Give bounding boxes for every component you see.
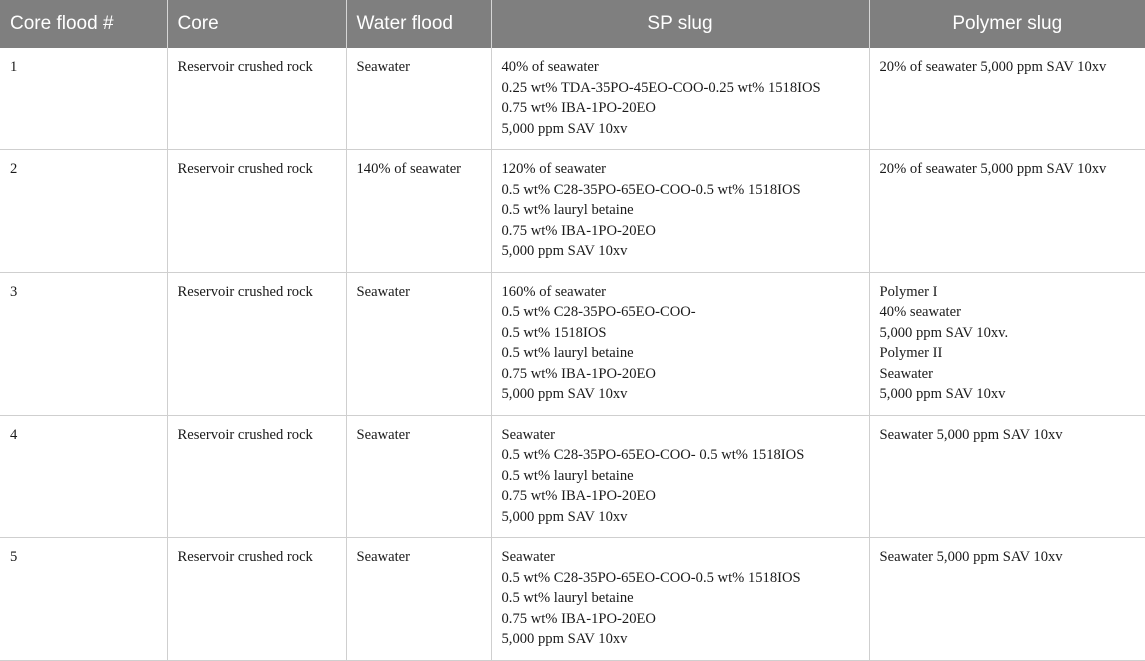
polymer-slug-line: 5,000 ppm SAV 10xv [879,386,1006,402]
polymer-slug-line: 40% seawater [879,304,961,320]
sp-slug-line: 0.5 wt% C28-35PO-65EO-COO-0.5 wt% 1518IOS [501,569,801,586]
table-header-row [0,0,1145,48]
cell-sp-slug [491,150,869,273]
sp-slug-line: 160% of seawater [501,283,607,300]
cell-core: Reservoir crushed rock [167,538,346,661]
cell-core: Reservoir crushed rock [167,415,346,538]
polymer-slug-line: Seawater 5,000 ppm SAV 10xv [879,426,1063,443]
sp-slug-line: 0.5 wt% 1518IOS [501,324,607,341]
polymer-slug-line: 5,000 ppm SAV 10xv. [879,324,1009,341]
cell-core-flood: 4 [0,415,167,538]
cell-core-flood: 5 [0,538,167,661]
table-row [0,415,1145,538]
header-core-flood: Core flood # [0,0,167,48]
cell-core-flood: 1 [0,48,167,150]
sp-slug-line: 0.5 wt% C28-35PO-65EO-COO- [501,304,696,320]
polymer-slug-line: 20% of seawater 5,000 ppm SAV 10xv [879,59,1107,75]
sp-slug-line: 0.75 wt% IBA-1PO-20EO [501,100,656,116]
polymer-slug-line: Seawater [879,365,933,382]
cell-water-flood: Seawater [346,538,491,661]
cell-sp-slug [491,415,869,538]
cell-core-flood: 3 [0,272,167,415]
cell-polymer-slug [869,272,1145,415]
sp-slug-line: 40% of seawater [501,59,599,75]
sp-slug-line: 0.5 wt% C28-35PO-65EO-COO- 0.5 wt% 1518IOS [501,447,805,463]
sp-slug-line: 0.75 wt% IBA-1PO-20EO [501,488,656,504]
sp-slug-line: 0.25 wt% TDA-35PO-45EO-COO-0.25 wt% 1518IOS [501,79,821,96]
cell-sp-slug [491,48,869,150]
sp-slug-line: 0.75 wt% IBA-1PO-20EO [501,222,656,239]
cell-core: Reservoir crushed rock [167,150,346,273]
sp-slug-line: 0.75 wt% IBA-1PO-20EO [501,365,656,382]
header-sp-slug: SP slug [491,0,869,48]
cell-water-flood: Seawater [346,415,491,538]
sp-slug-line: 0.5 wt% lauryl betaine [501,202,634,218]
sp-slug-line: Seawater [501,549,555,565]
cell-core: Reservoir crushed rock [167,48,346,150]
sp-slug-line: 0.5 wt% lauryl betaine [501,590,634,606]
cell-polymer-slug [869,538,1145,661]
polymer-slug-line: Polymer II [879,345,943,361]
header-polymer-slug: Polymer slug [869,0,1145,48]
cell-core: Reservoir crushed rock [167,272,346,415]
sp-slug-line: 0.5 wt% C28-35PO-65EO-COO-0.5 wt% 1518IOS [501,181,801,198]
cell-water-flood: Seawater [346,272,491,415]
sp-slug-line: Seawater [501,426,555,443]
table-row [0,538,1145,661]
polymer-slug-line: 20% of seawater 5,000 ppm SAV 10xv [879,161,1107,177]
cell-sp-slug [491,538,869,661]
table-row [0,150,1145,273]
header-water-flood: Water flood [346,0,491,48]
sp-slug-line: 5,000 ppm SAV 10xv [501,631,628,647]
table-row [0,48,1145,150]
cell-sp-slug [491,272,869,415]
table-body [0,48,1145,660]
sp-slug-line: 0.5 wt% lauryl betaine [501,467,634,484]
sp-slug-line: 5,000 ppm SAV 10xv [501,508,628,525]
sp-slug-line: 5,000 ppm SAV 10xv [501,243,628,259]
sp-slug-line: 0.5 wt% lauryl betaine [501,345,634,361]
cell-polymer-slug [869,48,1145,150]
cell-polymer-slug [869,150,1145,273]
table-row [0,272,1145,415]
sp-slug-line: 0.75 wt% IBA-1PO-20EO [501,610,656,627]
cell-water-flood: 140% of seawater [346,150,491,273]
polymer-slug-line: Seawater 5,000 ppm SAV 10xv [879,549,1063,565]
cell-water-flood: Seawater [346,48,491,150]
cell-core-flood: 2 [0,150,167,273]
sp-slug-line: 5,000 ppm SAV 10xv [501,120,628,137]
header-core: Core [167,0,346,48]
sp-slug-line: 5,000 ppm SAV 10xv [501,386,628,402]
sp-slug-line: 120% of seawater [501,161,607,177]
polymer-slug-line: Polymer I [879,283,938,300]
cell-polymer-slug [869,415,1145,538]
